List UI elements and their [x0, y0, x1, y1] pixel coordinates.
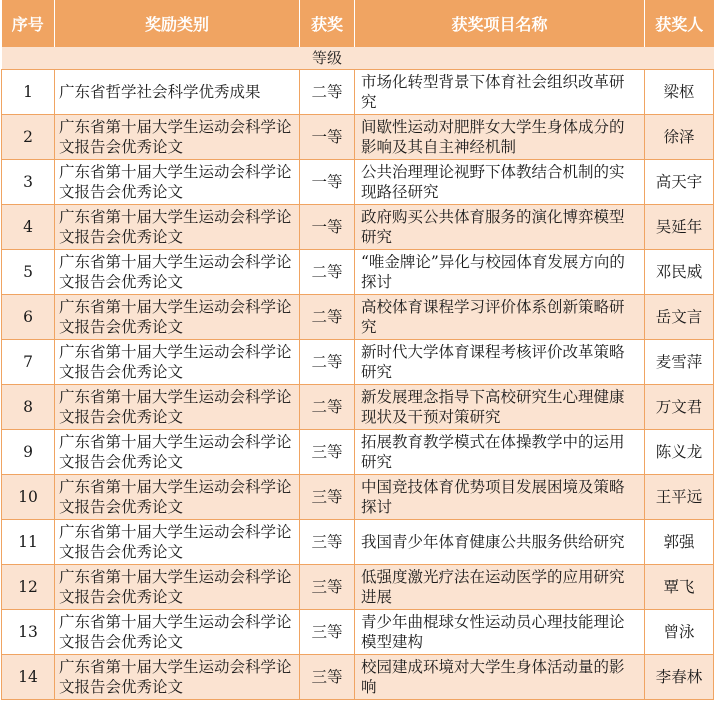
row-level: 一等 [300, 160, 355, 205]
header-category: 奖励类别 [55, 0, 300, 47]
row-index: 6 [2, 295, 55, 340]
row-winner: 麦雪萍 [645, 340, 714, 385]
row-category: 广东省第十届大学生运动会科学论文报告会优秀论文 [55, 295, 300, 340]
row-project: 间歇性运动对肥胖女大学生身体成分的影响及其自主神经机制 [355, 115, 645, 160]
row-level: 二等 [300, 250, 355, 295]
header-row [2, 0, 714, 47]
row-project: 新发展理念指导下高校研究生心理健康现状及干预对策研究 [355, 385, 645, 430]
row-level: 三等 [300, 520, 355, 565]
row-index: 14 [2, 655, 55, 700]
row-winner: 岳文言 [645, 295, 714, 340]
row-project: 我国青少年体育健康公共服务供给研究 [355, 520, 645, 565]
row-winner: 万文君 [645, 385, 714, 430]
row-project: 青少年曲棍球女性运动员心理技能理论模型建构 [355, 610, 645, 655]
header-project: 获奖项目名称 [355, 0, 645, 47]
row-index: 8 [2, 385, 55, 430]
row-index: 9 [2, 430, 55, 475]
row-winner: 高天宇 [645, 160, 714, 205]
row-level: 一等 [300, 205, 355, 250]
row-category: 广东省哲学社会科学优秀成果 [55, 70, 300, 115]
row-winner: 吴延年 [645, 205, 714, 250]
row-level: 三等 [300, 655, 355, 700]
row-project: 政府购买公共体育服务的演化博弈模型研究 [355, 205, 645, 250]
table-row [2, 70, 714, 115]
row-winner: 徐泽 [645, 115, 714, 160]
header-subrow [2, 47, 714, 70]
row-index: 11 [2, 520, 55, 565]
table-row [2, 295, 714, 340]
table-row [2, 250, 714, 295]
row-level: 三等 [300, 430, 355, 475]
row-index: 7 [2, 340, 55, 385]
header-level-continued: 等级 [300, 47, 355, 70]
table-row [2, 205, 714, 250]
row-category: 广东省第十届大学生运动会科学论文报告会优秀论文 [55, 655, 300, 700]
row-winner: 王平远 [645, 475, 714, 520]
row-level: 二等 [300, 295, 355, 340]
row-category: 广东省第十届大学生运动会科学论文报告会优秀论文 [55, 115, 300, 160]
row-project: 拓展教育教学模式在体操教学中的运用研究 [355, 430, 645, 475]
row-project: 市场化转型背景下体育社会组织改革研究 [355, 70, 645, 115]
row-level: 三等 [300, 610, 355, 655]
row-category: 广东省第十届大学生运动会科学论文报告会优秀论文 [55, 610, 300, 655]
row-index: 2 [2, 115, 55, 160]
table-row [2, 385, 714, 430]
row-project: “唯金牌论”异化与校园体育发展方向的探讨 [355, 250, 645, 295]
table-row [2, 475, 714, 520]
row-index: 5 [2, 250, 55, 295]
row-level: 一等 [300, 115, 355, 160]
row-category: 广东省第十届大学生运动会科学论文报告会优秀论文 [55, 250, 300, 295]
row-level: 二等 [300, 385, 355, 430]
table-row [2, 115, 714, 160]
table-row [2, 655, 714, 700]
header-winner: 获奖人 [645, 0, 714, 47]
row-index: 3 [2, 160, 55, 205]
table-row [2, 430, 714, 475]
row-winner: 覃飞 [645, 565, 714, 610]
row-index: 4 [2, 205, 55, 250]
row-category: 广东省第十届大学生运动会科学论文报告会优秀论文 [55, 520, 300, 565]
row-project: 新时代大学体育课程考核评价改革策略研究 [355, 340, 645, 385]
row-level: 三等 [300, 475, 355, 520]
row-project: 高校体育课程学习评价体系创新策略研究 [355, 295, 645, 340]
row-category: 广东省第十届大学生运动会科学论文报告会优秀论文 [55, 385, 300, 430]
row-category: 广东省第十届大学生运动会科学论文报告会优秀论文 [55, 430, 300, 475]
row-index: 12 [2, 565, 55, 610]
header-index: 序号 [2, 0, 55, 47]
row-index: 13 [2, 610, 55, 655]
row-category: 广东省第十届大学生运动会科学论文报告会优秀论文 [55, 160, 300, 205]
table-row [2, 160, 714, 205]
table-row [2, 520, 714, 565]
row-project: 校园建成环境对大学生身体活动量的影响 [355, 655, 645, 700]
row-category: 广东省第十届大学生运动会科学论文报告会优秀论文 [55, 475, 300, 520]
table-row [2, 610, 714, 655]
row-level: 三等 [300, 565, 355, 610]
row-category: 广东省第十届大学生运动会科学论文报告会优秀论文 [55, 340, 300, 385]
row-winner: 梁枢 [645, 70, 714, 115]
awards-table [1, 0, 714, 700]
row-winner: 李春林 [645, 655, 714, 700]
row-winner: 陈义龙 [645, 430, 714, 475]
row-index: 10 [2, 475, 55, 520]
row-winner: 邓民威 [645, 250, 714, 295]
row-category: 广东省第十届大学生运动会科学论文报告会优秀论文 [55, 205, 300, 250]
table-row [2, 340, 714, 385]
row-project: 公共治理理论视野下体教结合机制的实现路径研究 [355, 160, 645, 205]
row-index: 1 [2, 70, 55, 115]
row-category: 广东省第十届大学生运动会科学论文报告会优秀论文 [55, 565, 300, 610]
table-row [2, 565, 714, 610]
row-winner: 曾泳 [645, 610, 714, 655]
row-project: 低强度激光疗法在运动医学的应用研究进展 [355, 565, 645, 610]
row-winner: 郭强 [645, 520, 714, 565]
header-level: 获奖 [300, 0, 355, 47]
row-project: 中国竞技体育优势项目发展困境及策略探讨 [355, 475, 645, 520]
row-level: 二等 [300, 70, 355, 115]
row-level: 二等 [300, 340, 355, 385]
